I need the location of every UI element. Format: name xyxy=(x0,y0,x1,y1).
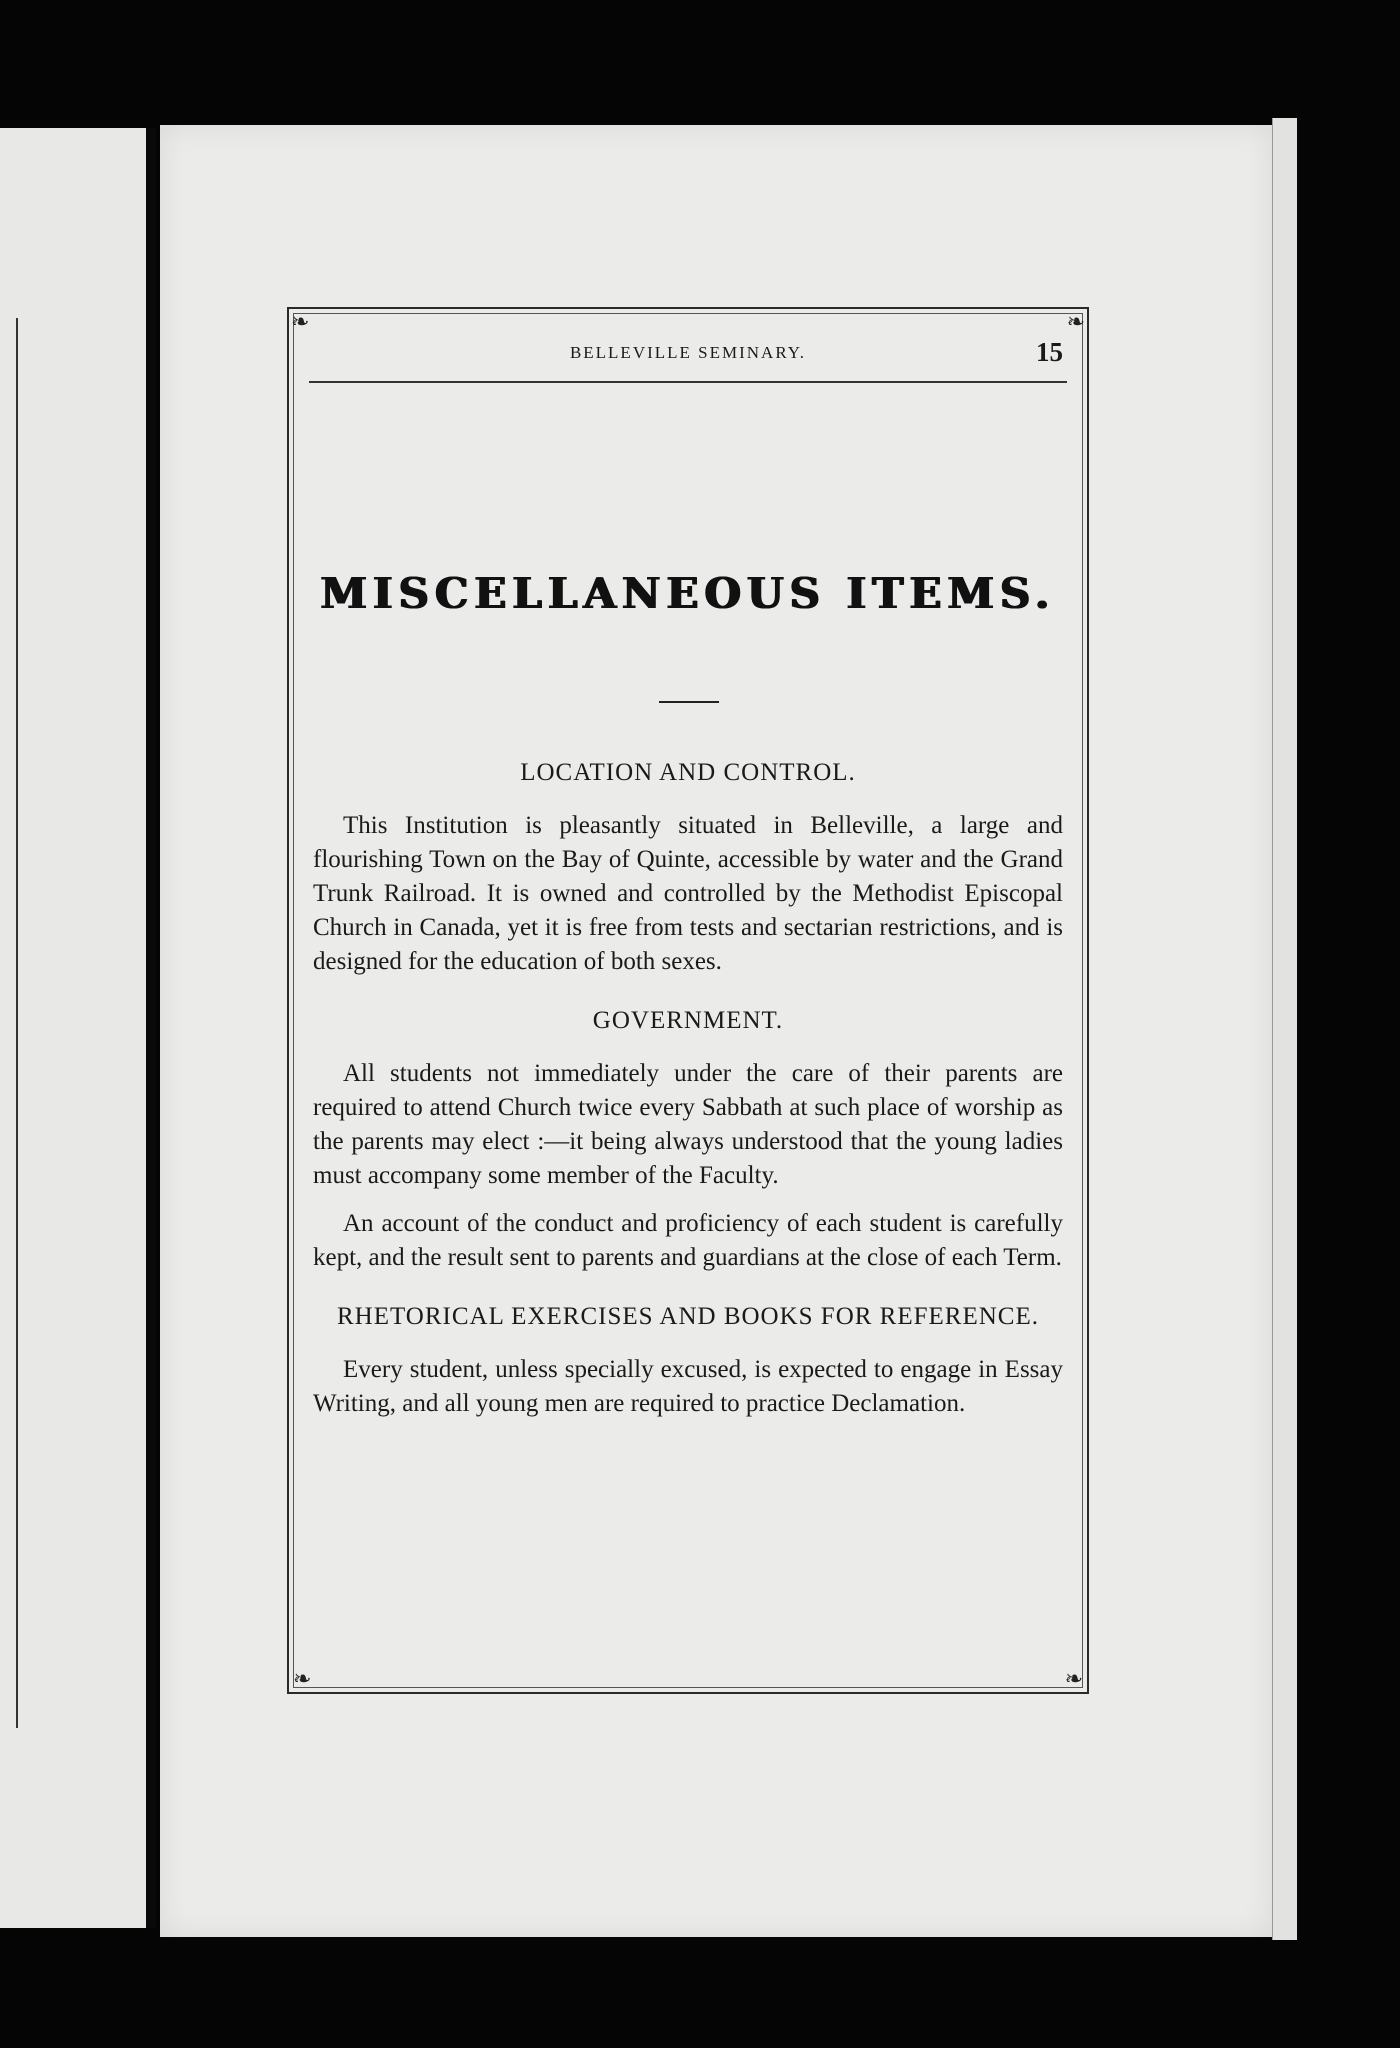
section-heading: GOVERNMENT. xyxy=(592,1007,784,1034)
book-gutter xyxy=(146,128,156,1928)
page-number: 15 xyxy=(1036,337,1063,367)
running-title: BELLEVILLE SEMINARY. xyxy=(569,343,807,362)
corner-ornament-icon: ❧ xyxy=(1064,1666,1083,1691)
running-head xyxy=(309,337,1067,383)
page-edge xyxy=(1272,118,1297,1940)
section-location xyxy=(313,759,1063,979)
page-content xyxy=(313,759,1063,1435)
section-heading: RHETORICAL EXERCISES AND BOOKS FOR REFERENCE. xyxy=(336,1303,1040,1330)
paragraph: Every student, unless specially excused, is expected to engage in Essay Writing, and all young men are required to practice Declamation. xyxy=(313,1356,1063,1417)
title-divider xyxy=(659,701,719,703)
section-heading: LOCATION AND CONTROL. xyxy=(520,759,856,786)
facing-page xyxy=(0,128,150,1928)
page-border-frame xyxy=(287,307,1089,1694)
paragraph: This Institution is pleasantly situated in Belleville, a large and flourishing Town on the Bay of Quinte, accessible by water and the Grand Trunk Railroad. It is owned and controlled by the Methodist Episcopal Church in Canada, yet it is free from tests and sectarian restrictions, and is designed for the education of both sexes. xyxy=(313,812,1063,975)
section-government xyxy=(313,1007,1063,1275)
paragraph: All students not immediately under the care of their parents are required to attend Church twice every Sabbath at such place of worship as the parents may elect :—it being always understood that the young ladies must accompany some member of the Faculty. xyxy=(313,1060,1063,1189)
corner-ornament-icon: ❧ xyxy=(291,309,310,334)
section-rhetorical xyxy=(313,1303,1063,1421)
book-page xyxy=(160,125,1272,1937)
corner-ornament-icon: ❧ xyxy=(1066,309,1085,334)
paragraph: An account of the conduct and proficiency of each student is carefully kept, and the result sent to parents and guardians at the close of each Term. xyxy=(313,1210,1063,1271)
corner-ornament-icon: ❧ xyxy=(293,1666,312,1691)
facing-page-frame xyxy=(0,318,18,1728)
page-title: MISCELLANEOUS ITEMS. xyxy=(320,569,1056,618)
